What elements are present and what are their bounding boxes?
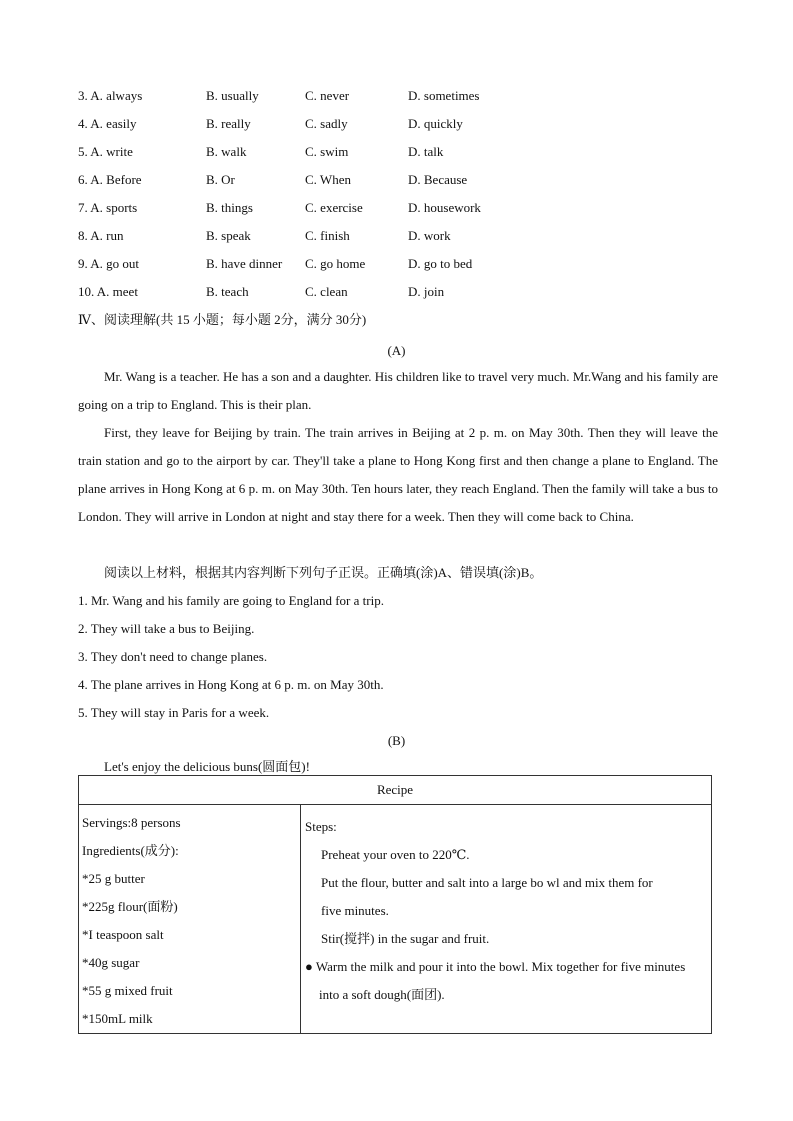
option-c: C. sadly	[305, 116, 348, 131]
option-b: B. speak	[206, 228, 251, 243]
recipe-title: Recipe	[79, 776, 712, 805]
statement-4: 4. The plane arrives in Hong Kong at 6 p. m. on May 30th.	[78, 677, 384, 692]
option-row	[78, 170, 718, 190]
option-b: B. walk	[206, 144, 247, 159]
option-row	[78, 226, 718, 246]
option-d: D. talk	[408, 144, 444, 159]
passage-a-p2-text: First, they leave for Beijing by train. The train arrives in Beijing at 2 p. m. on May 30th. Then they will leave the train station and go to the airport by car. They'll take a plane to Hong Kong first and then change a plane to England. The plane arrives in Hong Kong at 6 p. m. on May 30th. Ten hours later, they reach England. Then the family will take a bus to London. They will arrive in London at night and stay there for a week. Then they will come back to China.	[78, 425, 718, 524]
option-a: 10. A. meet	[78, 284, 138, 299]
option-row	[78, 142, 718, 162]
option-d: D. quickly	[408, 116, 463, 131]
option-b: B. really	[206, 116, 251, 131]
passage-a-p1-text: Mr. Wang is a teacher. He has a son and a daughter. His children like to travel very much. Mr.Wang and his family are going on a trip to England. This is their plan.	[78, 369, 718, 412]
option-d: D. Because	[408, 172, 468, 187]
section-title: Ⅳ、阅读理解(共 15 小题；每小题 2分，满分 30分)	[78, 312, 367, 327]
ingredient-item: *55 g mixed fruit	[82, 983, 173, 998]
passage-a-label: (A)	[387, 343, 406, 358]
option-d: D. work	[408, 228, 451, 243]
option-a: 9. A. go out	[78, 256, 140, 271]
option-d: D. housework	[408, 200, 481, 215]
statement-1: 1. Mr. Wang and his family are going to England for a trip.	[78, 593, 384, 608]
step-1: Preheat your oven to 220℃.	[321, 847, 470, 862]
statement-2: 2. They will take a bus to Beijing.	[78, 621, 255, 636]
step-2b: five minutes.	[321, 903, 389, 918]
option-a: 3. A. always	[78, 88, 143, 103]
option-row	[78, 198, 718, 218]
option-c: C. clean	[305, 284, 348, 299]
option-b: B. have dinner	[206, 256, 283, 271]
passage-b-label: (B)	[387, 733, 406, 748]
step-4a: ● Warm the milk and pour it into the bowl. Mix together for five minutes	[305, 959, 686, 974]
ingredient-item: *40g sugar	[82, 955, 140, 970]
ingredient-item: *150mL milk	[82, 1011, 153, 1026]
option-b: B. usually	[206, 88, 259, 103]
ingredient-item: *I teaspoon salt	[82, 927, 164, 942]
option-a: 4. A. easily	[78, 116, 137, 131]
option-a: 5. A. write	[78, 144, 133, 159]
option-row	[78, 254, 718, 274]
ingredient-item: *25 g butter	[82, 871, 145, 886]
steps-cell	[301, 805, 712, 1034]
option-row	[78, 114, 718, 134]
step-3: Stir(搅拌) in the sugar and fruit.	[321, 931, 490, 946]
option-d: D. sometimes	[408, 88, 480, 103]
ingredients-heading: Ingredients(成分):	[82, 843, 179, 858]
option-c: C. finish	[305, 228, 350, 243]
passage-b-intro: Let's enjoy the delicious buns(圆面包)!	[104, 759, 310, 774]
statement-3: 3. They don't need to change planes.	[78, 649, 268, 664]
step-2a: Put the flour, butter and salt into a large bo wl and mix them for	[321, 875, 653, 890]
option-b: B. teach	[206, 284, 249, 299]
option-c: C. exercise	[305, 200, 363, 215]
ingredient-item: *225g flour(面粉)	[82, 899, 178, 914]
instruction: 阅读以上材料，根据其内容判断下列句子正误。正确填(涂)A、错误填(涂)B。	[104, 565, 543, 580]
step-4b: into a soft dough(面团).	[319, 987, 445, 1002]
option-c: C. go home	[305, 256, 366, 271]
option-b: B. things	[206, 200, 253, 215]
option-d: D. join	[408, 284, 445, 299]
option-row	[78, 282, 718, 302]
servings: Servings:8 persons	[82, 815, 181, 830]
option-a: 7. A. sports	[78, 200, 138, 215]
option-d: D. go to bed	[408, 256, 473, 271]
recipe-table	[78, 775, 712, 1034]
option-c: C. never	[305, 88, 350, 103]
option-a: 8. A. run	[78, 228, 124, 243]
option-row	[78, 86, 718, 106]
statement-5: 5. They will stay in Paris for a week.	[78, 705, 270, 720]
passage-a-paragraph-1	[78, 363, 718, 419]
option-c: C. When	[305, 172, 351, 187]
ingredients-cell	[79, 805, 301, 1034]
passage-a-paragraph-2	[78, 419, 718, 531]
steps-heading: Steps:	[305, 819, 337, 834]
option-c: C. swim	[305, 144, 349, 159]
option-b: B. Or	[206, 172, 235, 187]
option-a: 6. A. Before	[78, 172, 142, 187]
